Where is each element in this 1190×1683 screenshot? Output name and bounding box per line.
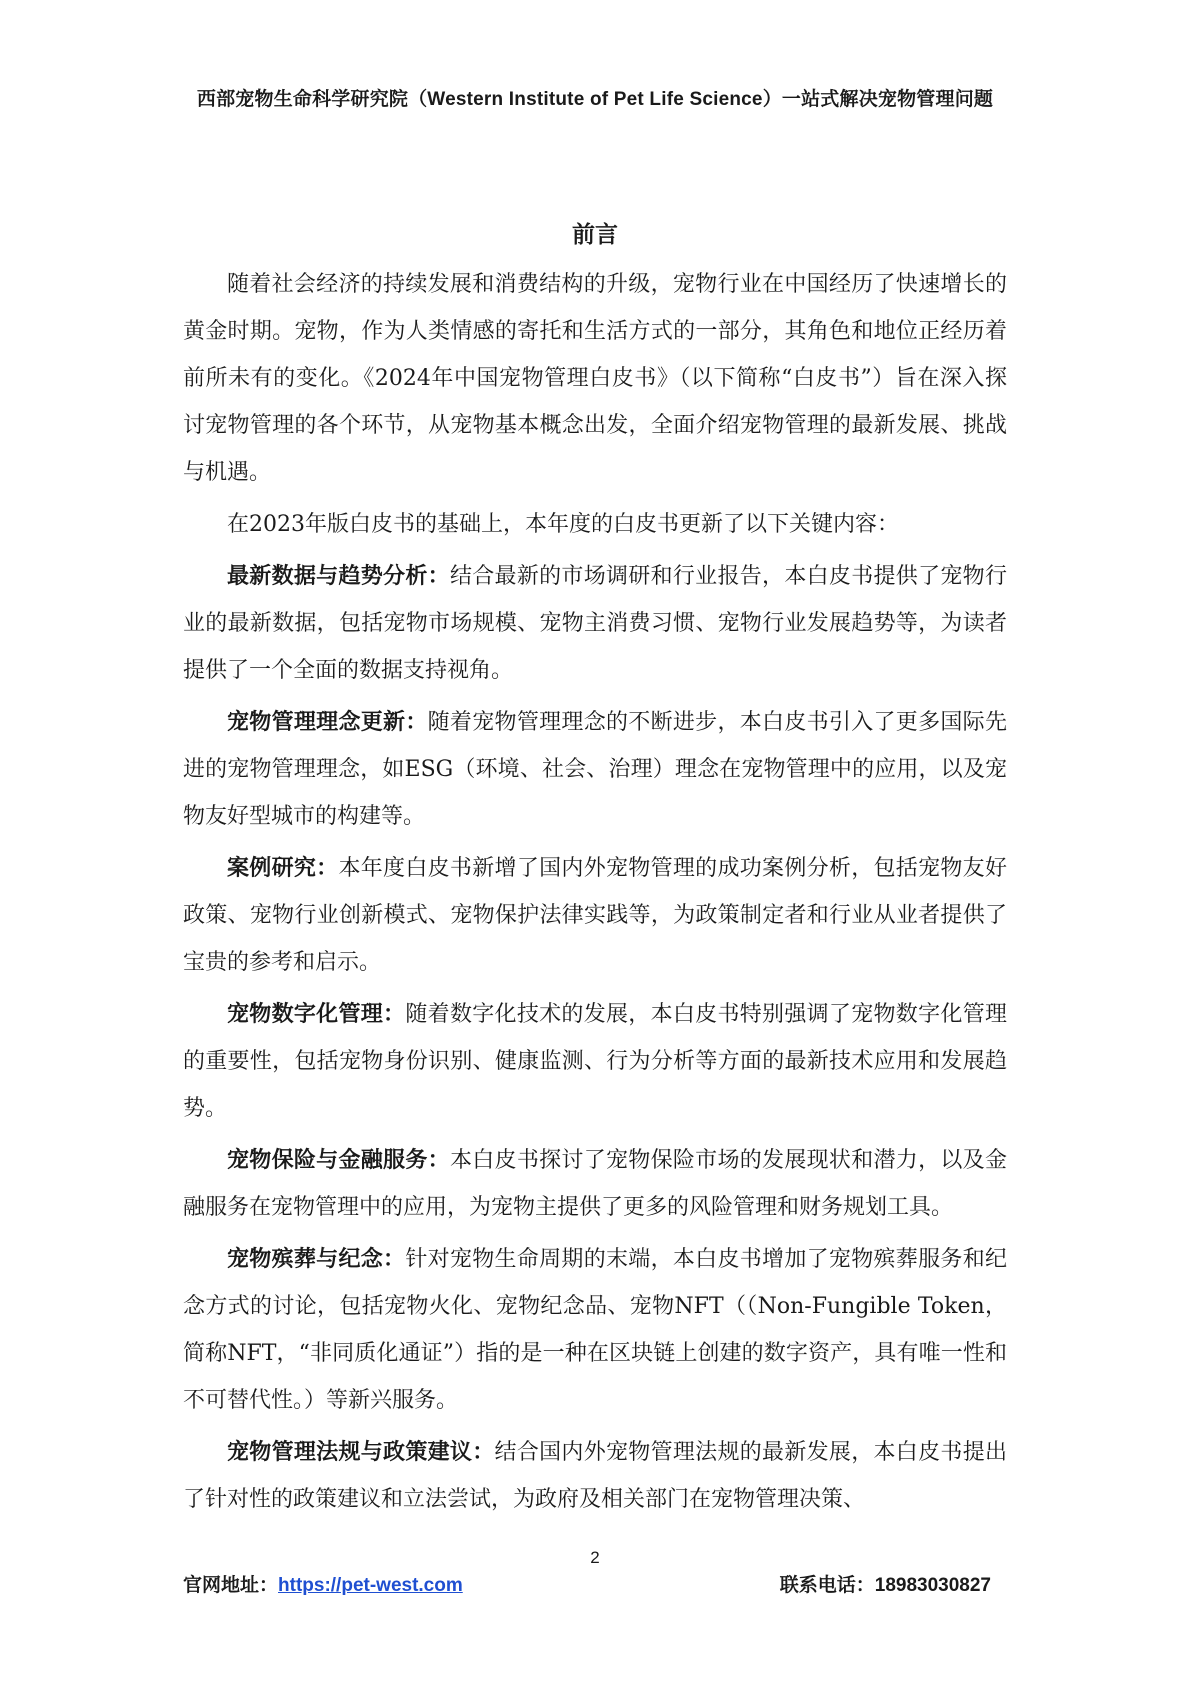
paragraph-regulations-policy xyxy=(183,1428,1007,1523)
page-header: 西部宠物生命科学研究院（Western Institute of Pet Life Science）一站式解决宠物管理问题 xyxy=(196,89,994,110)
paragraph-lead: 宠物殡葬与纪念： xyxy=(227,1246,406,1271)
page-number: 2 xyxy=(590,1548,600,1567)
phone-number: 18983030827 xyxy=(874,1575,991,1596)
paragraph-lead: 宠物管理法规与政策建议： xyxy=(227,1439,495,1464)
paragraph-lead: 案例研究： xyxy=(227,855,339,880)
paragraph-text: 随着宠物管理理念的不断进步，本白皮书引入了更多国际先进的宠物管理理念，如ESG（环境、社会、治理）理念在宠物管理中的应用，以及宠物友好型城市的构建等。 xyxy=(183,710,1007,829)
paragraph-insurance-finance xyxy=(183,1136,1007,1231)
paragraph-data-trends xyxy=(183,552,1007,694)
document-body xyxy=(183,214,1007,1527)
footer-website xyxy=(183,1570,463,1597)
paragraph-text: 结合国内外宠物管理法规的最新发展，本白皮书提出了针对性的政策建议和立法尝试，为政府及相关部门在宠物管理决策、 xyxy=(183,1440,1007,1512)
phone-label: 联系电话： xyxy=(779,1575,875,1596)
paragraph-funeral-memorial xyxy=(183,1235,1007,1424)
paragraph-lead: 宠物数字化管理： xyxy=(227,1001,406,1026)
paragraph-lead: 最新数据与趋势分析： xyxy=(227,563,450,588)
paragraph-management-concepts xyxy=(183,698,1007,840)
page-title: 前言 xyxy=(572,221,618,247)
paragraph-text: 本年度白皮书新增了国内外宠物管理的成功案例分析，包括宠物友好政策、宠物行业创新模式、宠物保护法律实践等，为政策制定者和行业从业者提供了宝贵的参考和启示。 xyxy=(183,856,1007,975)
paragraph-text: 随着数字化技术的发展，本白皮书特别强调了宠物数字化管理的重要性，包括宠物身份识别、健康监测、行为分析等方面的最新技术应用和发展趋势。 xyxy=(183,1002,1007,1121)
footer-phone xyxy=(780,1570,991,1597)
paragraph-update-intro xyxy=(183,500,1007,548)
paragraph-intro xyxy=(183,260,1007,496)
website-label: 官网地址： xyxy=(183,1575,279,1596)
paragraph-lead: 宠物管理理念更新： xyxy=(227,709,428,734)
paragraph-text: 本白皮书探讨了宠物保险市场的发展现状和潜力，以及金融服务在宠物管理中的应用，为宠物主提供了更多的风险管理和财务规划工具。 xyxy=(183,1148,1007,1220)
paragraph-text: 在2023年版白皮书的基础上，本年度的白皮书更新了以下关键内容： xyxy=(227,512,899,537)
paragraph-text: 随着社会经济的持续发展和消费结构的升级，宠物行业在中国经历了快速增长的黄金时期。宠物，作为人类情感的寄托和生活方式的一部分，其角色和地位正经历着前所未有的变化。《2024年中国宠物管理白皮书》（以下简称“白皮书”）旨在深入探讨宠物管理的各个环节，从宠物基本概念出发，全面介绍宠物管理的最新发展、挑战与机遇。 xyxy=(183,272,1007,485)
paragraph-digital-management xyxy=(183,990,1007,1132)
paragraph-lead: 宠物保险与金融服务： xyxy=(227,1147,450,1172)
paragraph-text: 结合最新的市场调研和行业报告，本白皮书提供了宠物行业的最新数据，包括宠物市场规模、宠物主消费习惯、宠物行业发展趋势等，为读者提供了一个全面的数据支持视角。 xyxy=(183,564,1007,683)
website-link[interactable]: https://pet-west.com xyxy=(278,1575,463,1596)
paragraph-text: 针对宠物生命周期的末端，本白皮书增加了宠物殡葬服务和纪念方式的讨论，包括宠物火化、宠物纪念品、宠物NFT（（Non-Fungible Token，简称NFT，“非同质化通证”）指的是一种在区块链上创建的数字资产，具有唯一性和不可替代性。）等新兴服务。 xyxy=(183,1247,1007,1413)
page-footer xyxy=(183,1570,991,1597)
paragraph-case-studies xyxy=(183,844,1007,986)
